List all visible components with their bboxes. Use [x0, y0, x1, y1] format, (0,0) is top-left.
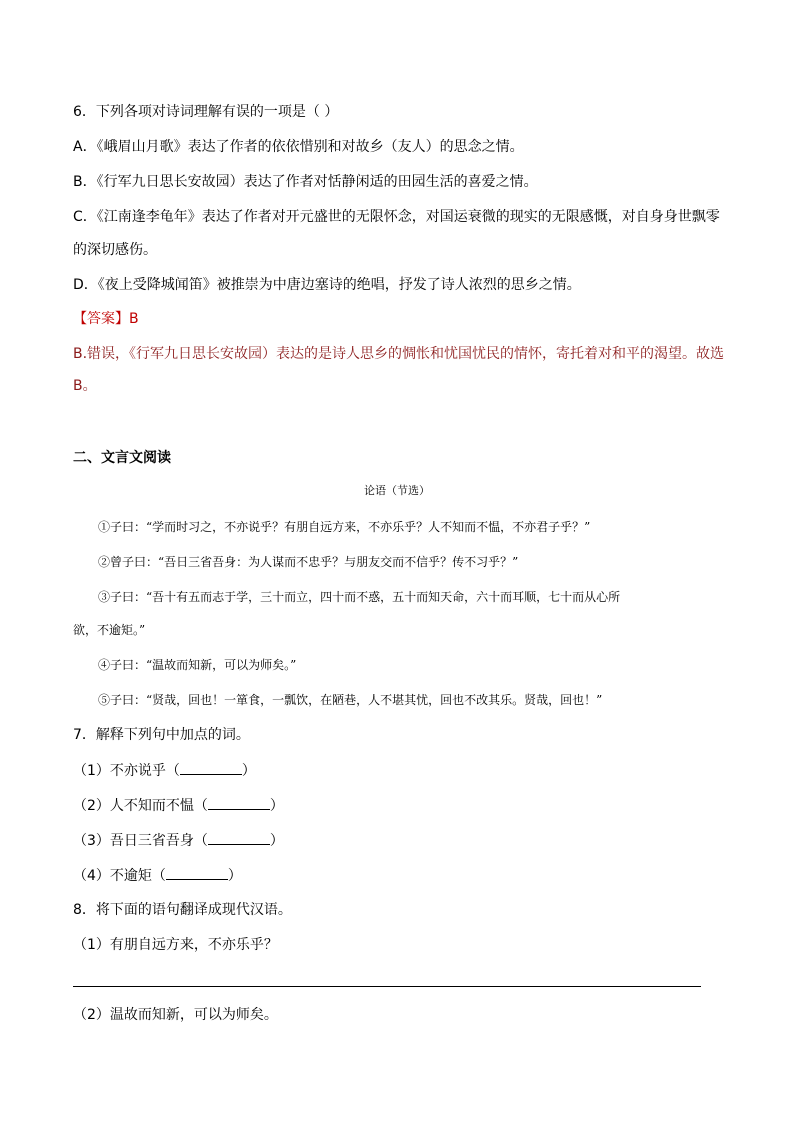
- q6-option-b: B．《行军九日思长安故园）表达了作者对恬静闲适的田园生活的喜爱之情。: [73, 174, 538, 190]
- q7-stem: 7．解释下列句中加点的词。: [73, 727, 250, 743]
- q6-explanation-line1: B.错误，《行军九日思长安故园）表达的是诗人思乡的惆怅和忧国忧民的情怀，寄托着对和平的渴望。故选: [73, 346, 725, 362]
- answer-blank[interactable]: [208, 831, 270, 845]
- q8-item-1: （1）有朋自远方来，不亦乐乎？: [73, 937, 278, 953]
- passage-line: ②曾子曰：“吾日三省吾身：为人谋而不忠乎？与朋友交而不信乎？传不习乎？”: [98, 555, 519, 569]
- q7-item-text: （4）不逾矩（: [73, 868, 166, 884]
- section-title: 二、文言文阅读: [73, 450, 171, 466]
- q6-stem: 6．下列各项对诗词理解有误的一项是（ ）: [73, 104, 339, 120]
- passage-line: 欲，不逾矩。”: [73, 623, 146, 637]
- answer-blank[interactable]: [166, 866, 228, 880]
- q7-item-close: ）: [241, 763, 256, 779]
- passage-line: ⑤子曰：“贤哉，回也！一箪食，一瓢饮，在陋巷，人不堪其忧，回也不改其乐。贤哉，回也！”: [98, 693, 603, 707]
- answer-blank[interactable]: [208, 796, 270, 810]
- q7-item: [73, 761, 256, 780]
- q7-item-close: ）: [269, 833, 284, 849]
- q6-option-c-line1: C．《江南逢李龟年》表达了作者对开元盛世的无限怀念，对国运衰微的现实的无限感慨，对自身身世飘零: [73, 209, 720, 225]
- passage-title: 论语（节选）: [364, 484, 430, 497]
- answer-label: 【答案】: [73, 311, 129, 327]
- q7-item-close: ）: [269, 798, 284, 814]
- passage-line: ①子曰：“学而时习之，不亦说乎？有朋自远方来，不亦乐乎？人不知而不愠，不亦君子乎？”: [98, 520, 591, 534]
- q6-option-a: A．《峨眉山月歌》表达了作者的依依惜别和对故乡（友人）的思念之情。: [73, 139, 524, 155]
- q7-item: [73, 866, 242, 885]
- q7-item: [73, 831, 284, 850]
- answer-blank[interactable]: [180, 761, 242, 775]
- q6-explanation-line2: B。: [73, 378, 97, 394]
- q7-item-text: （2）人不知而不愠（: [73, 798, 208, 814]
- q7-item-close: ）: [227, 868, 242, 884]
- q7-item-text: （1）不亦说乎（: [73, 763, 180, 779]
- q7-item-text: （3）吾日三省吾身（: [73, 833, 208, 849]
- q6-option-c-line2: 的深切感伤。: [73, 242, 157, 258]
- passage-line: ④子曰：“温故而知新，可以为师矣。”: [98, 658, 297, 672]
- q6-option-d: D．《夜上受降城闻笛》被推崇为中唐边塞诗的绝唱，抒发了诗人浓烈的思乡之情。: [73, 277, 581, 293]
- answer-line[interactable]: [73, 986, 701, 987]
- q7-item: [73, 796, 284, 815]
- answer-value: B: [129, 311, 139, 327]
- q8-stem: 8．将下面的语句翻译成现代汉语。: [73, 902, 292, 918]
- q8-item-2: （2）温故而知新，可以为师矣。: [73, 1007, 278, 1023]
- q6-answer: [73, 310, 139, 328]
- passage-line: ③子曰：“吾十有五而志于学，三十而立，四十而不惑，五十而知天命，六十而耳顺，七十而从心所: [98, 590, 621, 604]
